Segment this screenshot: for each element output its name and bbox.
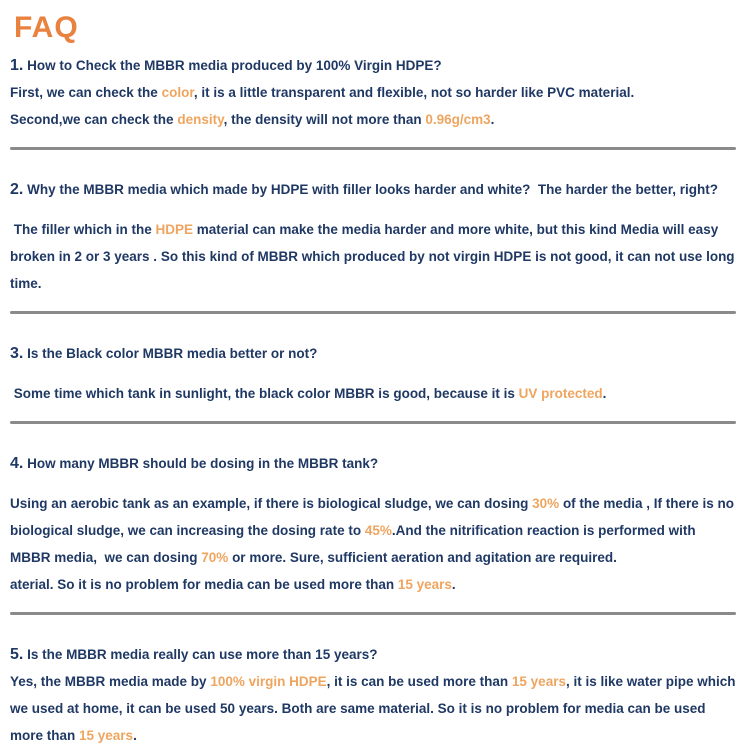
answer-text: .: [133, 728, 137, 743]
answer-paragraph: [10, 571, 738, 598]
faq-section: [10, 450, 738, 598]
answer-text: .: [451, 577, 456, 592]
answer-text: , it is a little transparent and flexible, not so harder like PVC material.: [193, 85, 635, 100]
faq-answer: [10, 668, 738, 749]
faq-section: [10, 176, 738, 297]
answer-text: The filler which in the: [10, 222, 156, 237]
answer-text: .And the nitrification reaction is performed with MBBR media, we can dosing: [10, 523, 700, 565]
faq-question: [10, 641, 738, 668]
highlight-text: density: [177, 112, 224, 127]
answer-text: .: [602, 386, 607, 401]
answer-paragraph: [10, 668, 738, 749]
highlight-text: 0.96g/cm3: [425, 112, 491, 127]
question-number: 2.: [10, 181, 24, 198]
answer-paragraph: [10, 216, 738, 297]
question-text: Why the MBBR media which made by HDPE with filler looks harder and white? The harder the better, right?: [23, 182, 718, 197]
answer-text: aterial. So it is no problem for media can be used more than: [10, 577, 398, 592]
answer-text: of the media , If there is no biological sludge, we can increasing the dosing rate to: [10, 496, 738, 538]
answer-paragraph: [10, 490, 738, 571]
answer-paragraph: [10, 79, 738, 106]
question-text: How to Check the MBBR media produced by 100% Virgin HDPE?: [23, 58, 442, 73]
highlight-text: HDPE: [155, 222, 194, 237]
highlight-text: UV protected: [518, 386, 603, 401]
question-number: 5.: [10, 646, 24, 663]
faq-question: [10, 52, 738, 79]
answer-text: , it is can be used more than: [326, 674, 512, 689]
section-divider: [10, 311, 736, 314]
answer-text: , the density will not more than: [223, 112, 426, 127]
faq-section: [10, 641, 738, 749]
answer-text: Yes, the MBBR media made by: [10, 674, 211, 689]
question-text: How many MBBR should be dosing in the MBBR tank?: [23, 456, 379, 471]
faq-section: [10, 52, 738, 133]
section-divider: [10, 612, 736, 615]
faq-question: [10, 340, 738, 367]
highlight-text: 15 years: [511, 674, 566, 689]
faq-question: [10, 450, 738, 477]
highlight-text: 100% virgin HDPE: [210, 674, 327, 689]
faq-question: [10, 176, 738, 203]
answer-text: or more. Sure, sufficient aeration and agitation are required.: [228, 550, 617, 565]
highlight-text: color: [161, 85, 194, 100]
question-number: 1.: [10, 57, 24, 74]
answer-text: Using an aerobic tank as an example, if there is biological sludge, we can dosing: [10, 496, 533, 511]
answer-text: First, we can check the: [10, 85, 162, 100]
answer-text: .: [490, 112, 495, 127]
highlight-text: 70%: [201, 550, 229, 565]
section-divider: [10, 421, 736, 424]
highlight-text: 30%: [532, 496, 560, 511]
answer-paragraph: [10, 106, 738, 133]
answer-text: Second,we can check the: [10, 112, 178, 127]
question-text: Is the Black color MBBR media better or not?: [23, 346, 318, 361]
answer-text: Some time which tank in sunlight, the black color MBBR is good, because it is: [10, 386, 519, 401]
faq-sections: [10, 52, 738, 749]
section-divider: [10, 147, 736, 150]
answer-text: material can make the media harder and more white, but this kind Media will easy broken in 2 or 3 years . So this kind of MBBR which produced by not virgin HDPE is not good, it can not use long time.: [10, 222, 739, 291]
highlight-text: 15 years: [397, 577, 452, 592]
faq-answer: [10, 216, 738, 297]
faq-answer: [10, 490, 738, 598]
question-number: 4.: [10, 455, 24, 472]
highlight-text: 45%: [364, 523, 392, 538]
answer-text: , it is like water pipe which we used at home, it can be used 50 years. Both are same material. So it is no problem for media can be used more than: [10, 674, 740, 743]
highlight-text: 15 years: [79, 728, 134, 743]
question-number: 3.: [10, 345, 24, 362]
faq-answer: [10, 79, 738, 133]
page-title: FAQ: [14, 11, 79, 44]
question-text: Is the MBBR media really can use more than 15 years?: [23, 647, 378, 662]
faq-answer: [10, 380, 738, 407]
faq-section: [10, 340, 738, 407]
answer-paragraph: [10, 380, 738, 407]
